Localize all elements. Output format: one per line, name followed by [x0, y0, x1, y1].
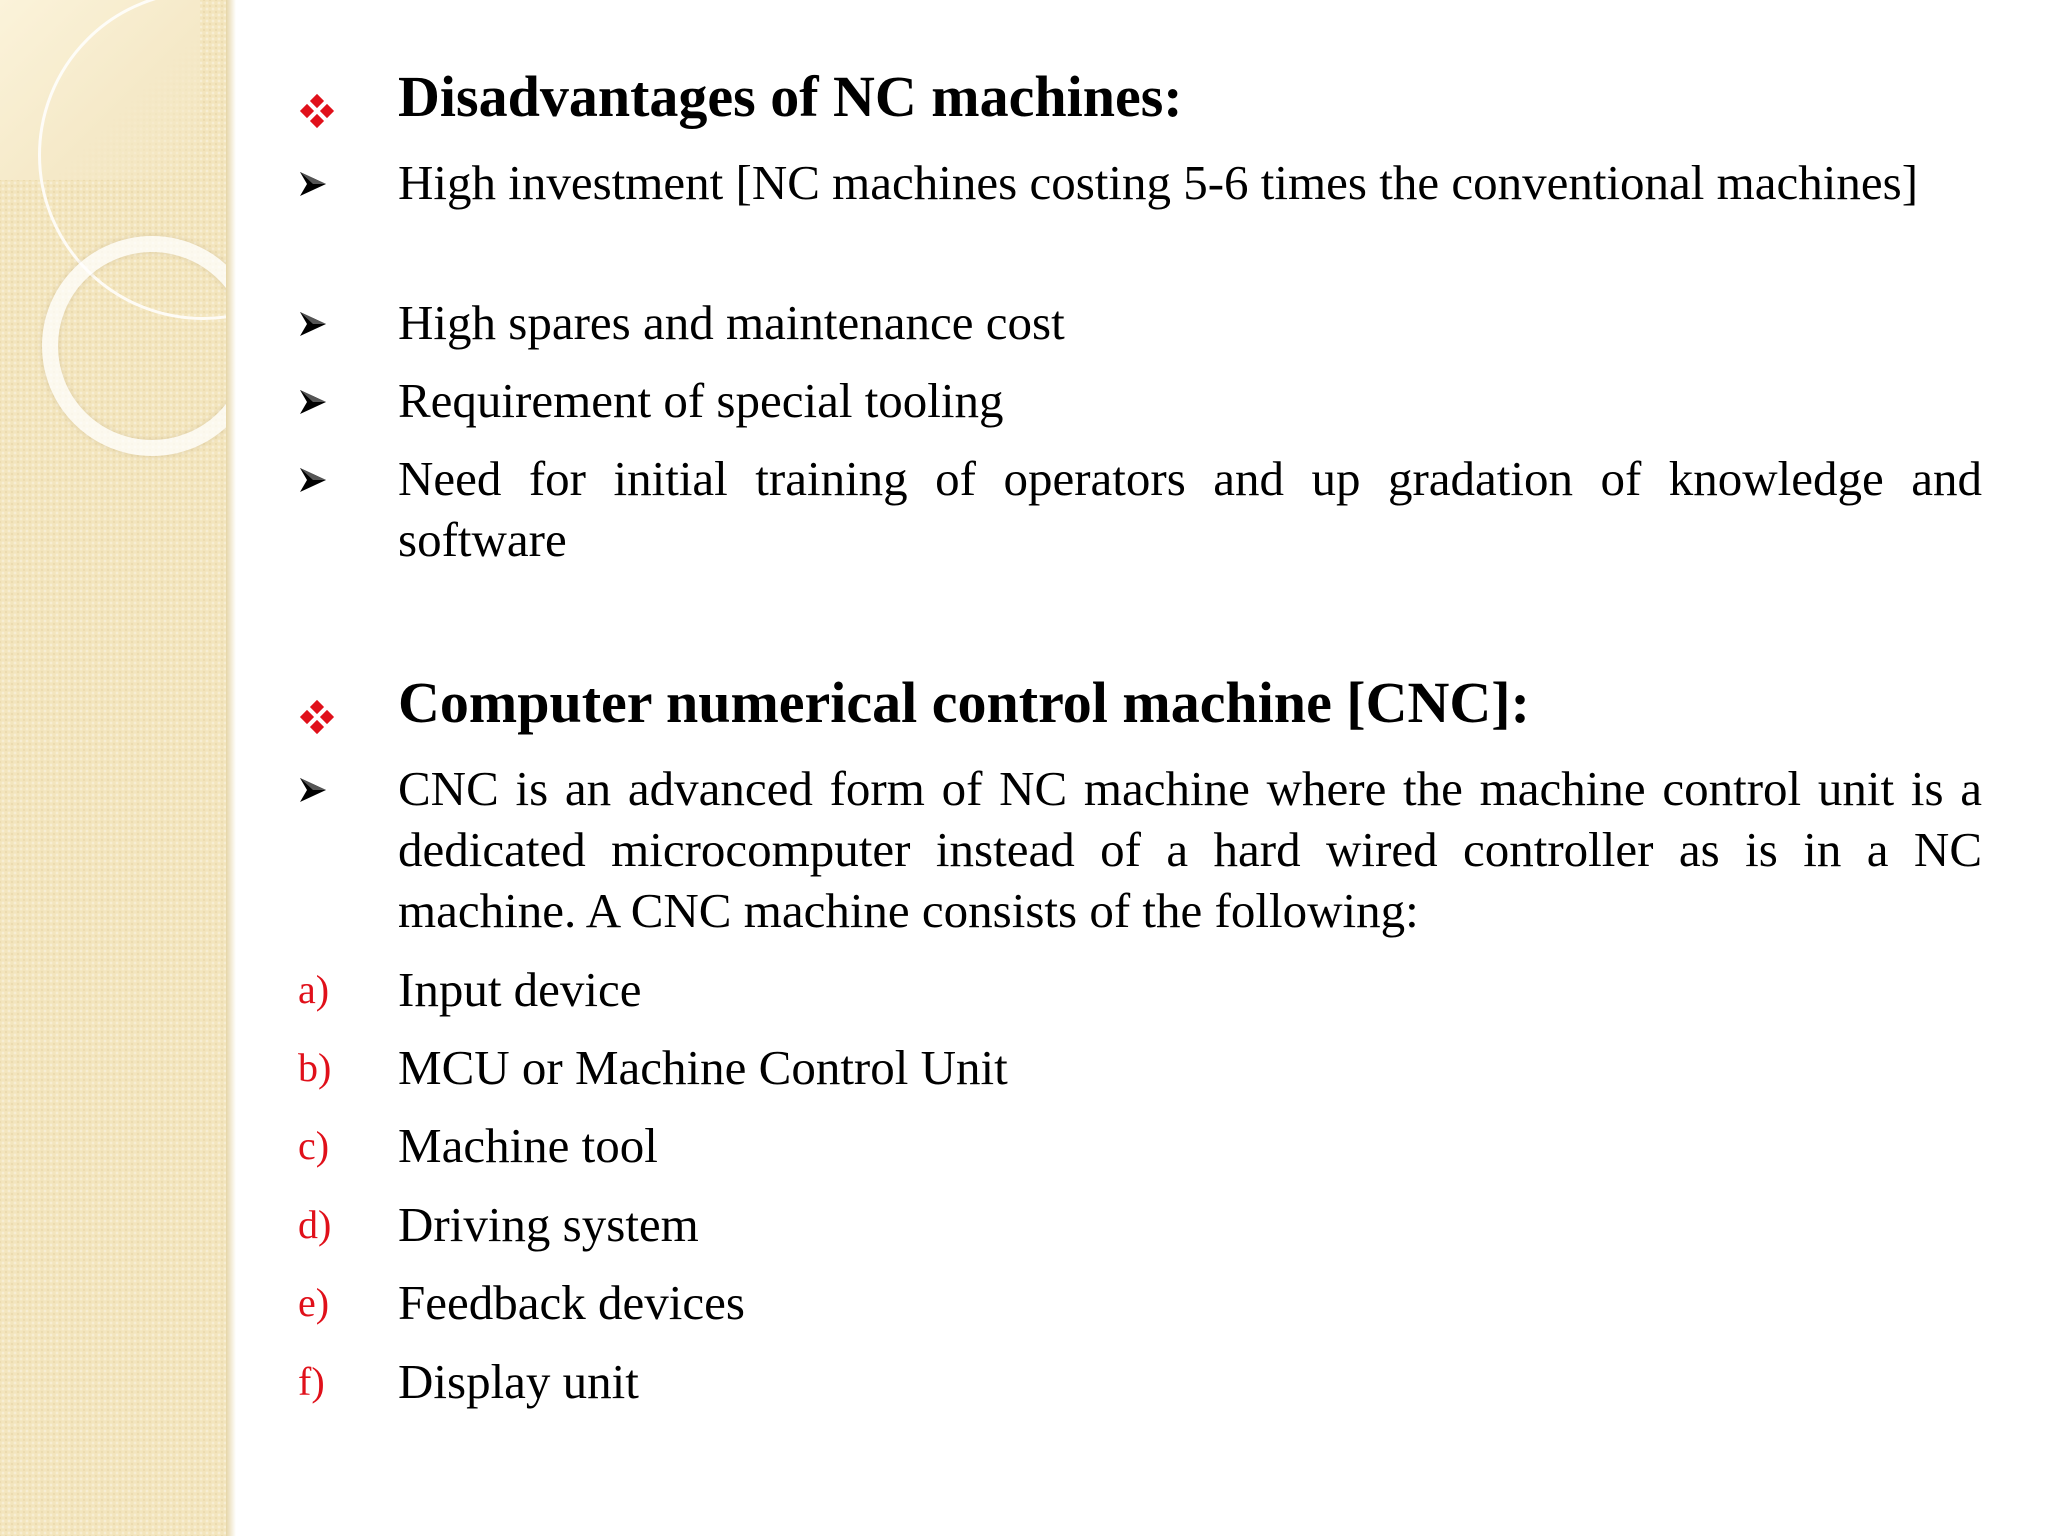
- list-item-text: Requirement of special tooling: [398, 373, 1004, 428]
- list-letter: d): [298, 1202, 332, 1247]
- arrow-bullet-icon: [298, 776, 328, 804]
- list-item-text: MCU or Machine Control Unit: [398, 1040, 1008, 1095]
- list-item-text: High investment [NC machines costing 5-6 times the conventional machines]: [398, 155, 1919, 210]
- list-item-text: Machine tool: [398, 1118, 658, 1173]
- list-item-text: CNC is an advanced form of NC machine where the machine control unit is a dedicated microcomputer instead of a hard wired controller as is in a NC machine. A CNC machine consists of the following:: [398, 761, 1982, 938]
- list-item-text: Input device: [398, 962, 642, 1017]
- list-letter: c): [298, 1123, 330, 1168]
- list-item: [298, 370, 1982, 431]
- arrow-bullet-icon: [298, 170, 328, 198]
- list-item: [298, 152, 1982, 213]
- list-item-text: Feedback devices: [398, 1275, 745, 1330]
- lettered-list-item: [298, 1272, 1982, 1333]
- lettered-list-item: [298, 1115, 1982, 1176]
- list-letter: f): [298, 1359, 325, 1404]
- list-letter: e): [298, 1280, 330, 1325]
- lettered-list-item: [298, 1351, 1982, 1412]
- list-item: [298, 758, 1982, 941]
- arrow-bullet-icon: [298, 310, 328, 338]
- list-letter: b): [298, 1045, 332, 1090]
- diamond-cluster-icon: [298, 78, 336, 144]
- lettered-list-item: [298, 1194, 1982, 1255]
- arrow-bullet-icon: [298, 388, 328, 416]
- heading-text: Disadvantages of NC machines:: [398, 64, 1183, 129]
- heading-text: Computer numerical control machine [CNC]:: [398, 670, 1530, 735]
- list-item-text: Driving system: [398, 1197, 699, 1252]
- diamond-cluster-icon: [298, 684, 336, 750]
- list-letter: a): [298, 967, 330, 1012]
- arrow-bullet-icon: [298, 466, 328, 494]
- list-item-text: Display unit: [398, 1354, 639, 1409]
- lettered-list-item: [298, 1037, 1982, 1098]
- list-item: [298, 292, 1982, 353]
- list-item: [298, 448, 1982, 570]
- lettered-list-item: [298, 959, 1982, 1020]
- list-item-text: High spares and maintenance cost: [398, 295, 1065, 350]
- list-item-text: Need for initial training of operators and up gradation of knowledge and software: [398, 451, 1982, 567]
